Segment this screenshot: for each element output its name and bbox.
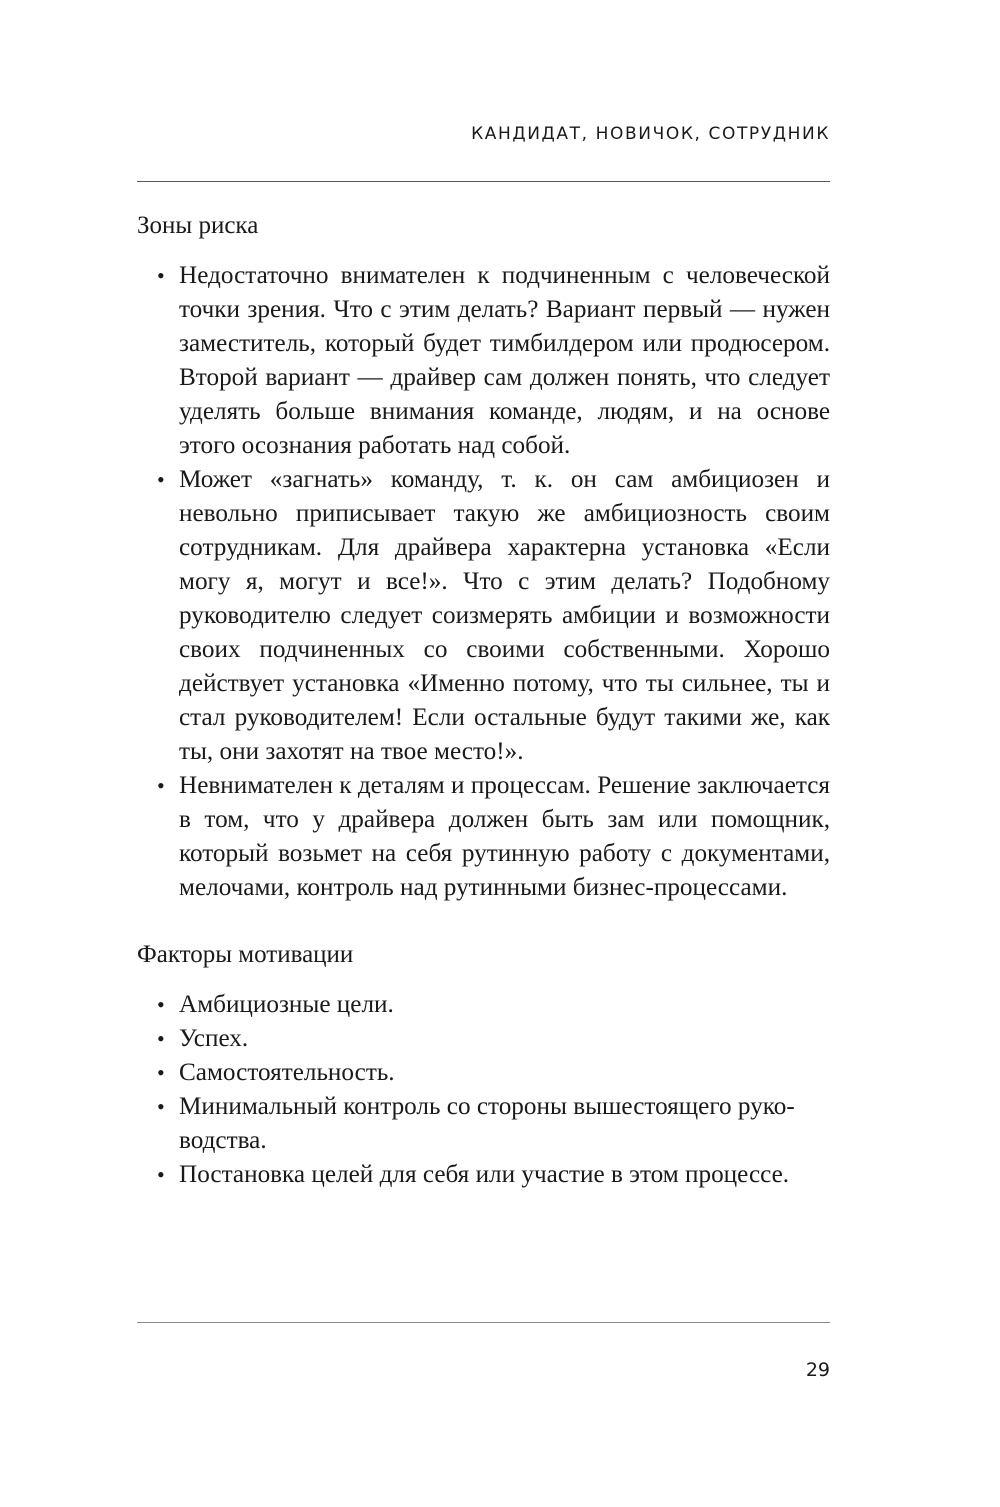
bullet-icon: • (157, 773, 165, 798)
bullet-icon: • (157, 263, 165, 288)
section-title-motivation-factors: Факторы мотивации (137, 941, 354, 968)
list-item (137, 1022, 830, 1056)
risk-zones-list (137, 259, 830, 905)
list-item (137, 1090, 830, 1158)
list-item-text: Самостоятельность. (179, 1059, 395, 1086)
bullet-icon: • (157, 467, 165, 492)
page-number: 29 (805, 1359, 830, 1381)
bullet-icon: • (157, 1060, 165, 1085)
list-item-text: Амбициозные цели. (179, 991, 394, 1018)
list-item (137, 988, 830, 1022)
section-title-risk-zones: Зоны риска (137, 212, 259, 239)
header-divider (137, 181, 830, 182)
list-item-text: Невнимателен к деталям и процессам. Решение заключается в том, что у драйвера должен быть зам или помощник, который возьмет на себя рутинную работу с документами, мелочами, контроль над рутинными бизнес-процессами. (179, 772, 830, 901)
list-item-text: Минимальный контроль со стороны вышестоящего руководства. (179, 1093, 795, 1154)
bullet-icon: • (157, 1162, 165, 1187)
motivation-factors-list (137, 988, 830, 1192)
bullet-icon: • (157, 1026, 165, 1051)
list-item (137, 259, 830, 463)
list-item (137, 463, 830, 769)
footer-divider (137, 1322, 830, 1323)
list-item (137, 1158, 830, 1192)
bullet-icon: • (157, 1094, 165, 1119)
list-item (137, 769, 830, 905)
bullet-icon: • (157, 992, 165, 1017)
list-item-text: Может «загнать» команду, т. к. он сам амбициозен и невольно приписывает такую же амбициозность своим сотрудникам. Для драйвера характерна установка «Если могу я, могут и все!». Что с этим делать? Подобному руководителю следует соизмерять амбиции и возможности своих подчиненных со своими собственными. Хорошо действует установка «Именно потому, что ты сильнее, ты и стал руководителем! Если остальные будут такими же, как ты, они захотят на твое место!». (179, 466, 830, 765)
page-body (137, 206, 830, 1192)
list-item (137, 1056, 830, 1090)
list-item-text: Постановка целей для себя или участие в этом процессе. (179, 1161, 790, 1188)
list-item-text: Успех. (179, 1025, 249, 1052)
list-item-text: Недостаточно внимателен к подчиненным с человеческой точки зрения. Что с этим делать? Вариант первый — нужен заместитель, который будет тимбилдером или продюсером. Второй вариант — драйвер сам должен понять, что следует уделять больше внимания команде, людям, и на основе этого осознания работать над собой. (179, 262, 830, 459)
running-head: КАНДИДАТ, НОВИЧОК, СОТРУДНИК (471, 124, 830, 144)
